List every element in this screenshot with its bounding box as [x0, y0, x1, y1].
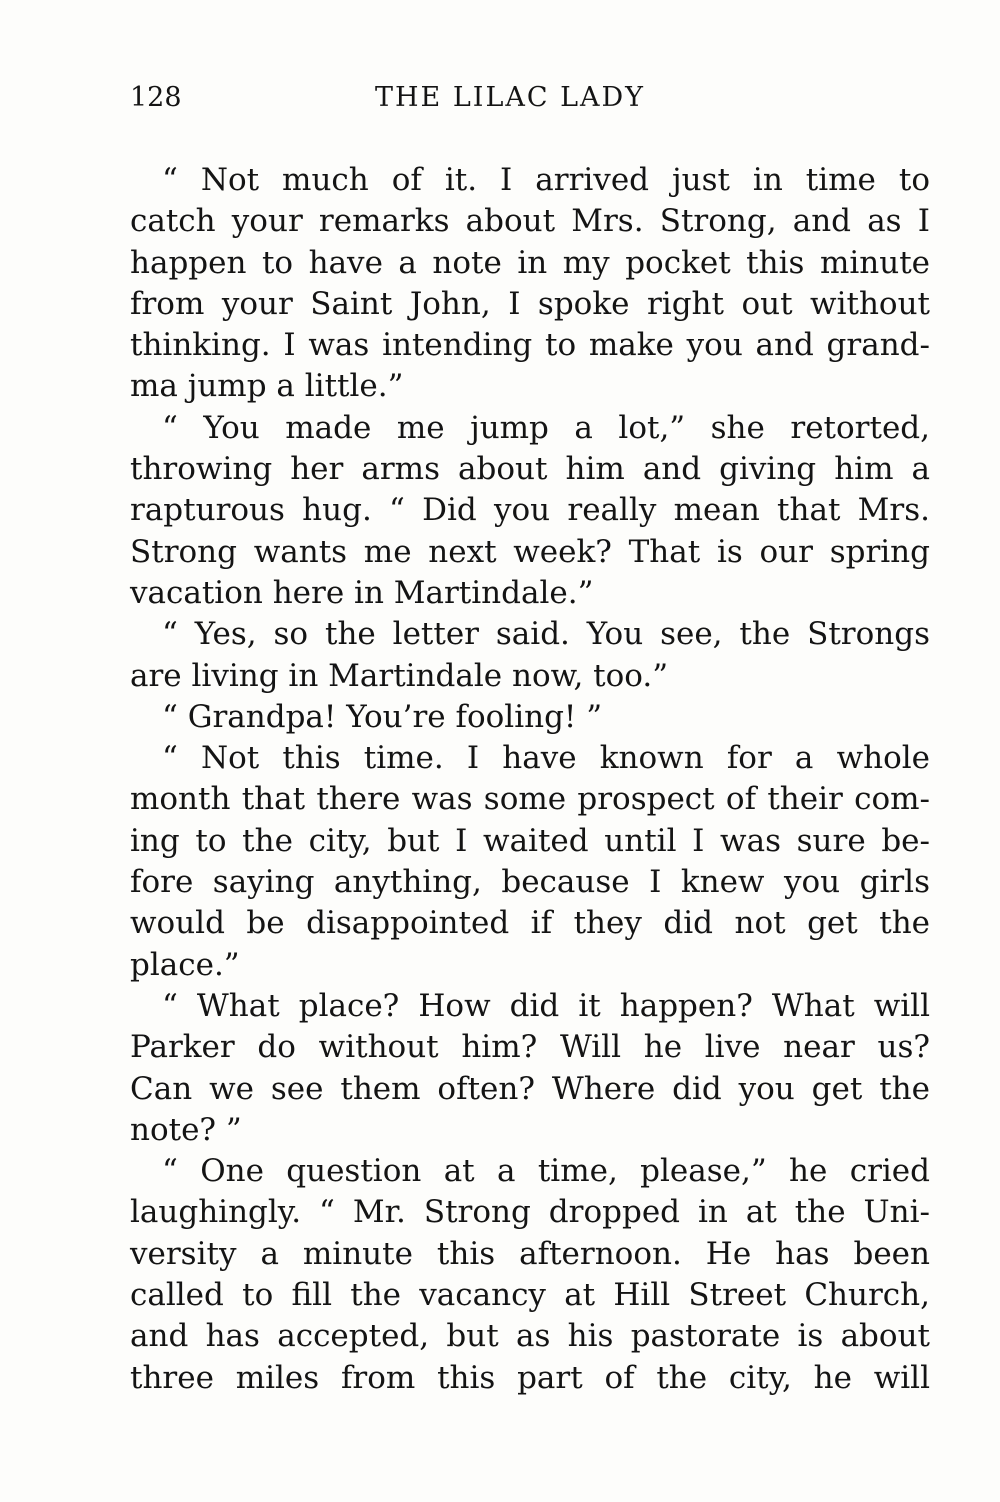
page-number: 128	[130, 82, 182, 113]
text-line: ing to the city, but I waited until I was sure be-	[130, 822, 930, 859]
text-line: month that there was some prospect of their com-	[130, 781, 930, 818]
text-line: fore saying anything, because I knew you girls	[130, 864, 930, 901]
text-line: would be disappointed if they did not get the	[130, 905, 930, 942]
text-line: “ Grandpa! You’re fooling! ”	[162, 698, 603, 735]
text-line: vacation here in Martindale.”	[130, 574, 594, 611]
text-line: Can we see them often? Where did you get the	[130, 1070, 930, 1107]
text-line: happen to have a note in my pocket this minute	[130, 244, 930, 281]
page-header	[130, 82, 930, 122]
text-line: are living in Martindale now, too.”	[130, 657, 669, 694]
text-line: catch your remarks about Mrs. Strong, and as I	[130, 203, 930, 240]
text-line: and has accepted, but as his pastorate is about	[130, 1318, 930, 1355]
text-line: “ You made me jump a lot,” she retorted,	[162, 409, 930, 446]
text-line: “ Not much of it. I arrived just in time to	[162, 162, 930, 198]
text-line: throwing her arms about him and giving him a	[130, 451, 930, 488]
text-line: note? ”	[130, 1111, 242, 1148]
text-line: “ One question at a time, please,” he cried	[162, 1153, 930, 1190]
text-line: thinking. I was intending to make you and grand-	[130, 327, 930, 364]
text-line: called to fill the vacancy at Hill Street Church,	[130, 1277, 930, 1314]
running-title: THE LILAC LADY	[375, 82, 646, 113]
body-text	[130, 160, 930, 1399]
text-line: Strong wants me next week? That is our spring	[130, 533, 930, 570]
text-line: ma jump a little.”	[130, 368, 404, 405]
text-line: Parker do without him? Will he live near us?	[130, 1029, 930, 1066]
text-line: place.”	[130, 946, 240, 983]
text-line: three miles from this part of the city, he will	[130, 1359, 930, 1396]
text-line: from your Saint John, I spoke right out without	[130, 285, 930, 322]
text-line: rapturous hug. “ Did you really mean that Mrs.	[130, 492, 930, 529]
text-line: “ What place? How did it happen? What will	[162, 987, 930, 1024]
text-line: “ Yes, so the letter said. You see, the Strongs	[162, 616, 930, 653]
text-line: laughingly. “ Mr. Strong dropped in at the Uni-	[130, 1194, 930, 1231]
text-line: “ Not this time. I have known for a whole	[162, 740, 930, 777]
text-line: versity a minute this afternoon. He has been	[130, 1235, 930, 1272]
